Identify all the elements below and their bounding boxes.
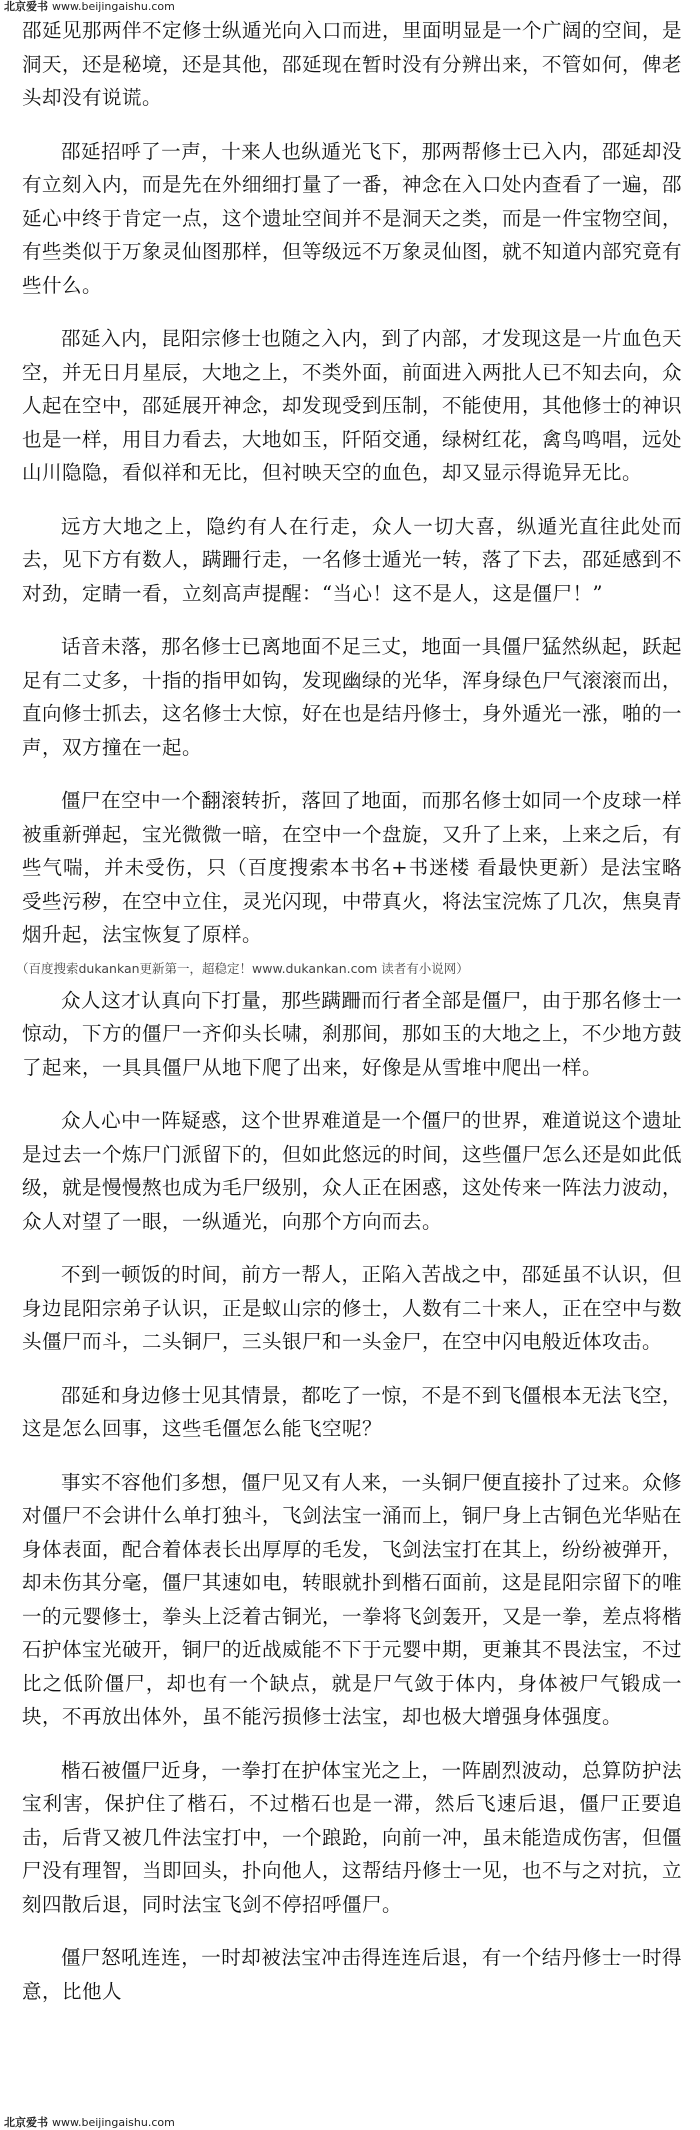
paragraph: 不到一顿饭的时间，前方一帮人，正陷入苦战之中，邵延虽不认识，但身边昆阳宗弟子认识，正是蚁山宗的修士，人数有二十来人，正在空中与数头僵尸而斗，二头铜尸，三头银尸和一头金尸，在空中闪电般近体攻击。 xyxy=(22,1263,683,1353)
paragraph: 众人这才认真向下打量，那些蹒跚而行者全部是僵尸，由于那名修士一惊动，下方的僵尸一齐仰头长啸，刹那间，那如玉的大地之上，不少地方鼓了起来，一具具僵尸从地下爬了出来，好像是从雪堆中爬出一样。 xyxy=(22,988,683,1079)
site-url: www.beijingaishu.com xyxy=(52,0,175,13)
paragraph: 邵延招呼了一声，十来人也纵遁光飞下，那两帮修士已入内，邵延却没有立刻入内，而是先在外细细打量了一番，神念在入口处内查看了一遍，邵延心中终于肯定一点，这个遗址空间并不是洞天之类，而是一件宝物空间，有些类似于万象灵仙图那样，但等级远不万象灵仙图，就不知道内部究竟有些什么。 xyxy=(22,139,683,297)
footer-watermark xyxy=(0,2116,700,2130)
document-page xyxy=(16,14,683,2114)
site-name: 北京爱书 xyxy=(4,2116,48,2129)
paragraph: 众人心中一阵疑惑，这个世界难道是一个僵尸的世界，难道说这个遗址是过去一个炼尸门派留下的，但如此悠远的时间，这些僵尸怎么还是如此低级，就是慢慢熬也成为毛尸级别，众人正在困惑，这处传来一阵法力波动，众人对望了一眼，一纵遁光，向那个方向而去。 xyxy=(22,1109,683,1233)
paragraph: 远方大地之上，隐约有人在行走，众人一切大喜，纵遁光直往此处而去，见下方有数人，蹒跚行走，一名修士遁光一转，落了下去，邵延感到不对劲，定睛一看，立刻高声提醒：“当心！这不是人，这是僵尸！” xyxy=(22,514,683,605)
paragraph: 话音未落，那名修士已离地面不足三丈，地面一具僵尸猛然纵起，跃起足有二丈多，十指的指甲如钩，发现幽绿的光华，浑身绿色尸气滚滚而出，直向修士抓去，这名修士大惊，好在也是结丹修士，身外遁光一涨，啪的一声，双方撞在一起。 xyxy=(22,635,683,759)
paragraph: 邵延见那两伴不定修士纵遁光向入口而进，里面明显是一个广阔的空间，是洞天，还是秘境，还是其他，邵延现在暂时没有分辨出来，不管如何，俾老头却没有说谎。 xyxy=(22,19,683,109)
paragraph: 邵延和身边修士见其情景，都吃了一惊，不是不到飞僵根本无法飞空，这是怎么回事，这些毛僵怎么能飞空呢？ xyxy=(22,1383,682,1440)
paragraph: 邵延入内，昆阳宗修士也随之入内，到了内部，才发现这是一片血色天空，并无日月星辰，大地之上，不类外面，前面进入两批人已不知去向，众人起在空中，邵延展开神念，却发现受到压制，不能使用，其他修士的神识也是一样，用目力看去，大地如玉，阡陌交通，绿树红花，禽鸟鸣唱，远处山川隐隐，看似祥和无比，但衬映天空的血色，却又显示得诡异无比。 xyxy=(22,327,683,484)
paragraph: 事实不容他们多想，僵尸见又有人来，一头铜尸便直接扑了过来。众修对僵尸不会讲什么单打独斗，飞剑法宝一涌而上，铜尸身上古铜色光华贴在身体表面，配合着体表长出厚厚的毛发，飞剑法宝打在其上，纷纷被弹开，却未伤其分毫，僵尸其速如电，转眼就扑到楷石面前，这是昆阳宗留下的唯一的元婴修士，拳头上泛着古铜光，一拳将飞剑轰开，又是一拳，差点将楷石护体宝光破开，铜尸的近战威能不下于元婴中期，更兼其不畏法宝，不过比之低阶僵尸，却也有一个缺点，就是尸气敛于体内，身体被尸气锻成一块，不再放出体外，虽不能污损修士法宝，却也极大增强身体强度。 xyxy=(22,1470,683,1728)
ad-notice: （百度搜索dukankan更新第一，超稳定！www.dukankan.com 读者有小说网） xyxy=(16,960,469,976)
site-name: 北京爱书 xyxy=(4,0,48,13)
paragraph: 僵尸在空中一个翻滚转折，落回了地面，而那名修士如同一个皮球一样被重新弹起，宝光微微一暗，在空中一个盘旋，又升了上来，上来之后，有些气喘，并未受伤，只（百度搜索本书名+书迷楼 看最快更新）是法宝略受些污秽，在空中立住，灵光闪现，中带真火，将法宝浣炼了几次，焦臭青烟升起，法宝恢复了原样。 xyxy=(22,789,683,946)
paragraph: 楷石被僵尸近身，一拳打在护体宝光之上，一阵剧烈波动，总算防护法宝利害，保护住了楷石，不过楷石也是一滞，然后飞速后退，僵尸正要追击，后背又被几件法宝打中，一个踉跄，向前一冲，虽未能造成伤害，但僵尸没有理智，当即回头，扑向他人，这帮结丹修士一见，也不与之对抗，立刻四散后退，同时法宝飞剑不停招呼僵尸。 xyxy=(22,1758,683,1916)
site-url: www.beijingaishu.com xyxy=(52,2116,175,2129)
header-watermark xyxy=(0,0,700,14)
paragraph: 僵尸怒吼连连，一时却被法宝冲击得连连后退，有一个结丹修士一时得意，比他人 xyxy=(22,1946,682,2003)
